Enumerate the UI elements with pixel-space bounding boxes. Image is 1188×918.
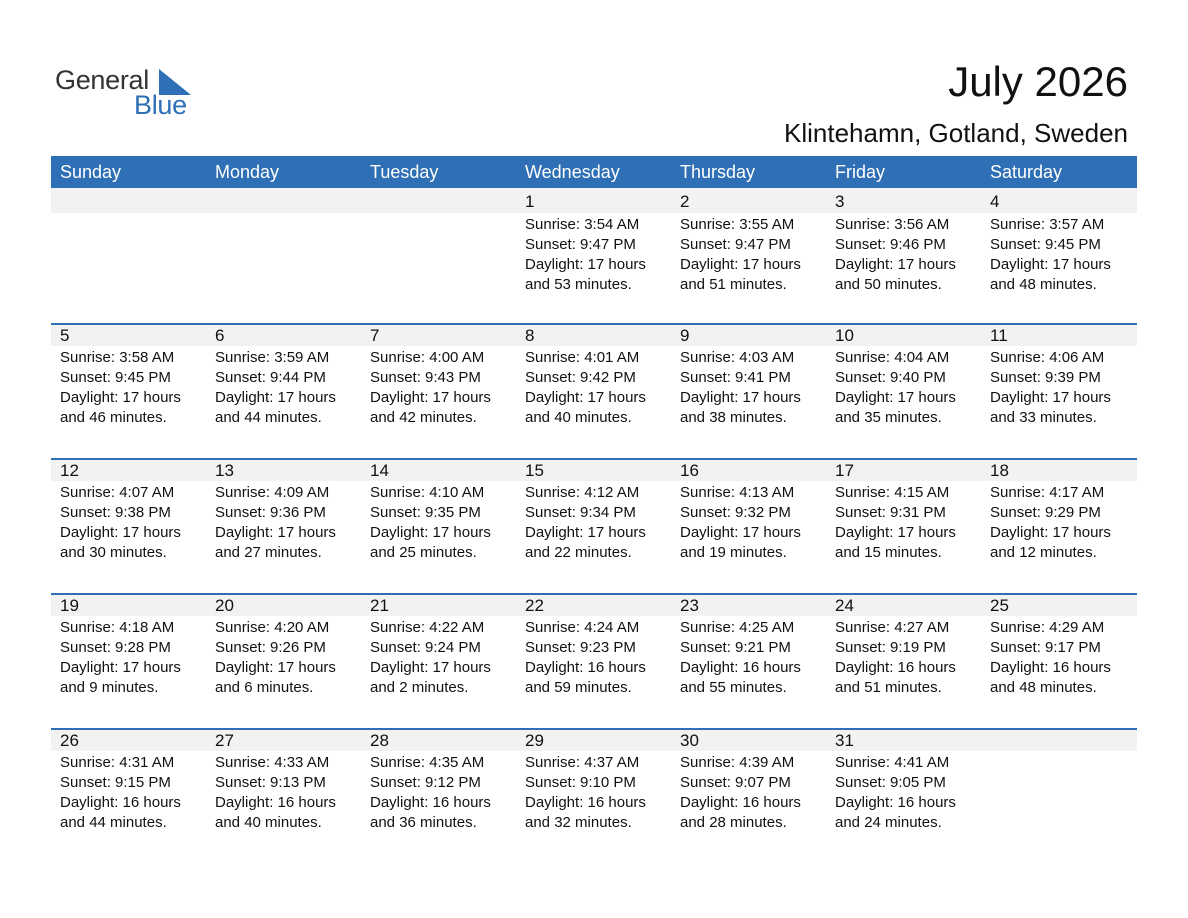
daylight-text: Daylight: 17 hours [990,524,1111,541]
sun-info [835,618,956,698]
daylight-minutes-text: and 30 minutes. [60,544,167,561]
sunset-text: Sunset: 9:31 PM [835,504,946,521]
day-number: 8 [525,326,535,345]
daylight-text: Daylight: 16 hours [60,794,181,811]
day-cell [51,458,206,593]
day-number: 29 [525,731,544,750]
sun-info [525,215,646,295]
day-number: 3 [835,192,845,211]
day-cell [206,323,361,458]
sunset-text: Sunset: 9:12 PM [370,774,481,791]
sun-info [215,348,336,428]
day-cell [361,458,516,593]
day-cell [671,458,826,593]
location-subtitle: Klintehamn, Gotland, Sweden [784,118,1128,148]
day-number: 21 [370,596,389,615]
day-cell [981,323,1137,458]
sun-info [835,753,956,833]
sun-info [370,483,491,563]
sun-info [60,483,181,563]
day-number: 17 [835,461,854,480]
weekday-header-saturday: Saturday [990,162,1063,182]
daylight-minutes-text: and 36 minutes. [370,814,477,831]
sunset-text: Sunset: 9:36 PM [215,504,326,521]
empty-day-cell [981,728,1137,863]
sun-info [990,618,1111,698]
sunset-text: Sunset: 9:40 PM [835,369,946,386]
daylight-text: Daylight: 17 hours [835,256,956,273]
day-cell [826,323,981,458]
sunrise-text: Sunrise: 4:22 AM [370,619,485,636]
day-cell [361,728,516,863]
day-number: 23 [680,596,699,615]
sunrise-text: Sunrise: 3:57 AM [990,216,1105,233]
day-number: 10 [835,326,854,345]
day-cell [671,188,826,323]
day-number: 4 [990,192,1000,211]
sunset-text: Sunset: 9:43 PM [370,369,481,386]
sunrise-text: Sunrise: 4:31 AM [60,754,175,771]
sun-info [835,215,956,295]
day-number: 15 [525,461,544,480]
sunrise-text: Sunrise: 4:27 AM [835,619,950,636]
week-row [51,188,1137,323]
weekday-header-thursday: Thursday [680,162,756,182]
sunset-text: Sunset: 9:38 PM [60,504,171,521]
sunrise-text: Sunrise: 4:29 AM [990,619,1105,636]
sunset-text: Sunset: 9:41 PM [680,369,791,386]
logo-general-text: General [55,65,149,95]
week-row [51,728,1137,863]
sunrise-text: Sunrise: 4:41 AM [835,754,950,771]
sunrise-text: Sunrise: 4:01 AM [525,349,640,366]
sun-info [680,483,801,563]
daylight-minutes-text: and 12 minutes. [990,544,1097,561]
sun-info [525,618,646,698]
day-cell [981,188,1137,323]
day-cell [516,323,671,458]
sunset-text: Sunset: 9:23 PM [525,639,636,656]
day-number: 31 [835,731,854,750]
sunrise-text: Sunrise: 3:54 AM [525,216,640,233]
daylight-minutes-text: and 24 minutes. [835,814,942,831]
day-cell [826,188,981,323]
daylight-minutes-text: and 42 minutes. [370,409,477,426]
sun-info [680,348,801,428]
sunrise-text: Sunrise: 4:24 AM [525,619,640,636]
day-number: 24 [835,596,854,615]
daylight-text: Daylight: 16 hours [680,659,801,676]
daylight-text: Daylight: 17 hours [680,256,801,273]
sunrise-text: Sunrise: 4:00 AM [370,349,485,366]
weekday-header-wednesday: Wednesday [525,162,620,182]
day-number: 28 [370,731,389,750]
sunrise-text: Sunrise: 4:39 AM [680,754,795,771]
daylight-minutes-text: and 27 minutes. [215,544,322,561]
sunset-text: Sunset: 9:45 PM [990,236,1101,253]
sun-info [370,348,491,428]
day-cell [826,593,981,728]
sunrise-text: Sunrise: 4:37 AM [525,754,640,771]
sunset-text: Sunset: 9:45 PM [60,369,171,386]
day-cell [361,593,516,728]
day-cell [516,188,671,323]
sunset-text: Sunset: 9:39 PM [990,369,1101,386]
sunrise-text: Sunrise: 3:59 AM [215,349,330,366]
day-cell [826,728,981,863]
day-cell [516,728,671,863]
daylight-text: Daylight: 17 hours [835,524,956,541]
daylight-text: Daylight: 17 hours [215,389,336,406]
sun-info [990,215,1111,295]
sunrise-text: Sunrise: 4:13 AM [680,484,795,501]
week-row [51,593,1137,728]
day-cell [671,728,826,863]
sun-info [370,753,491,833]
day-cell [206,593,361,728]
empty-day-cell [51,188,206,323]
day-number: 1 [525,192,535,211]
logo-blue-text: Blue [134,90,187,120]
sun-info [215,753,336,833]
daylight-minutes-text: and 32 minutes. [525,814,632,831]
page-title: July 2026 [948,58,1128,105]
sunrise-text: Sunrise: 4:06 AM [990,349,1105,366]
sunrise-text: Sunrise: 4:12 AM [525,484,640,501]
sunrise-text: Sunrise: 4:33 AM [215,754,330,771]
day-cell [516,458,671,593]
sunrise-text: Sunrise: 4:15 AM [835,484,950,501]
daylight-text: Daylight: 17 hours [370,524,491,541]
sunrise-text: Sunrise: 3:56 AM [835,216,950,233]
daylight-text: Daylight: 16 hours [835,659,956,676]
daylight-text: Daylight: 17 hours [680,524,801,541]
daylight-minutes-text: and 40 minutes. [525,409,632,426]
week-row [51,323,1137,458]
daylight-text: Daylight: 17 hours [370,389,491,406]
sunrise-text: Sunrise: 4:25 AM [680,619,795,636]
daylight-text: Daylight: 17 hours [370,659,491,676]
daylight-text: Daylight: 17 hours [680,389,801,406]
daylight-text: Daylight: 16 hours [835,794,956,811]
sunset-text: Sunset: 9:47 PM [525,236,636,253]
sunset-text: Sunset: 9:10 PM [525,774,636,791]
day-number: 5 [60,326,70,345]
sun-info [370,618,491,698]
daylight-minutes-text: and 51 minutes. [680,276,787,293]
daylight-text: Daylight: 16 hours [525,794,646,811]
daylight-text: Daylight: 16 hours [370,794,491,811]
day-cell [516,593,671,728]
daylight-minutes-text: and 44 minutes. [215,409,322,426]
sun-info [60,753,181,833]
daylight-minutes-text: and 53 minutes. [525,276,632,293]
daylight-minutes-text: and 19 minutes. [680,544,787,561]
daylight-minutes-text: and 48 minutes. [990,679,1097,696]
day-number: 30 [680,731,699,750]
sunset-text: Sunset: 9:26 PM [215,639,326,656]
daylight-text: Daylight: 17 hours [990,389,1111,406]
day-number: 13 [215,461,234,480]
sunset-text: Sunset: 9:42 PM [525,369,636,386]
day-number: 26 [60,731,79,750]
sunset-text: Sunset: 9:32 PM [680,504,791,521]
weekday-header [51,156,1137,188]
day-number: 22 [525,596,544,615]
daylight-text: Daylight: 17 hours [60,389,181,406]
sunrise-text: Sunrise: 4:17 AM [990,484,1105,501]
daylight-minutes-text: and 51 minutes. [835,679,942,696]
sunset-text: Sunset: 9:47 PM [680,236,791,253]
week-row [51,458,1137,593]
calendar-weeks [51,188,1137,863]
weekday-header-sunday: Sunday [60,162,122,182]
day-cell [206,728,361,863]
daylight-minutes-text: and 2 minutes. [370,679,469,696]
day-cell [826,458,981,593]
sun-info [835,348,956,428]
daylight-minutes-text: and 50 minutes. [835,276,942,293]
day-number: 6 [215,326,225,345]
daylight-minutes-text: and 25 minutes. [370,544,477,561]
sunset-text: Sunset: 9:35 PM [370,504,481,521]
sunset-text: Sunset: 9:19 PM [835,639,946,656]
sunset-text: Sunset: 9:28 PM [60,639,171,656]
day-number: 12 [60,461,79,480]
sunrise-text: Sunrise: 4:20 AM [215,619,330,636]
daylight-minutes-text: and 33 minutes. [990,409,1097,426]
sunset-text: Sunset: 9:13 PM [215,774,326,791]
sun-info [680,618,801,698]
day-cell [671,323,826,458]
day-number: 11 [990,326,1008,345]
sunrise-text: Sunrise: 4:07 AM [60,484,175,501]
day-number: 9 [680,326,690,345]
sunset-text: Sunset: 9:17 PM [990,639,1101,656]
daylight-minutes-text: and 22 minutes. [525,544,632,561]
sun-info [990,348,1111,428]
daylight-text: Daylight: 16 hours [680,794,801,811]
daylight-minutes-text: and 35 minutes. [835,409,942,426]
sun-info [525,348,646,428]
sunset-text: Sunset: 9:05 PM [835,774,946,791]
daylight-minutes-text: and 40 minutes. [215,814,322,831]
daylight-minutes-text: and 55 minutes. [680,679,787,696]
day-number: 19 [60,596,79,615]
sunset-text: Sunset: 9:24 PM [370,639,481,656]
sun-info [60,348,181,428]
daylight-text: Daylight: 17 hours [60,524,181,541]
sun-info [525,483,646,563]
daylight-minutes-text: and 46 minutes. [60,409,167,426]
sun-info [60,618,181,698]
sunrise-text: Sunrise: 3:58 AM [60,349,175,366]
empty-day-cell [361,188,516,323]
sun-info [215,483,336,563]
day-number: 18 [990,461,1009,480]
daylight-text: Daylight: 17 hours [525,524,646,541]
daylight-minutes-text: and 59 minutes. [525,679,632,696]
daylight-minutes-text: and 9 minutes. [60,679,159,696]
day-cell [51,323,206,458]
day-cell [361,323,516,458]
daylight-text: Daylight: 16 hours [215,794,336,811]
day-cell [981,458,1137,593]
day-cell [51,593,206,728]
sun-info [680,215,801,295]
day-number: 25 [990,596,1009,615]
daylight-minutes-text: and 38 minutes. [680,409,787,426]
sunrise-text: Sunrise: 3:55 AM [680,216,795,233]
empty-day-cell [206,188,361,323]
daylight-text: Daylight: 17 hours [525,389,646,406]
day-cell [671,593,826,728]
daylight-minutes-text: and 15 minutes. [835,544,942,561]
day-cell [981,593,1137,728]
sunset-text: Sunset: 9:15 PM [60,774,171,791]
daylight-text: Daylight: 17 hours [60,659,181,676]
daylight-minutes-text: and 6 minutes. [215,679,314,696]
day-number: 2 [680,192,690,211]
daylight-text: Daylight: 17 hours [525,256,646,273]
sunrise-text: Sunrise: 4:18 AM [60,619,175,636]
sunrise-text: Sunrise: 4:09 AM [215,484,330,501]
sunrise-text: Sunrise: 4:03 AM [680,349,795,366]
sun-info [990,483,1111,563]
day-number: 20 [215,596,234,615]
day-number: 7 [370,326,380,345]
day-number: 16 [680,461,699,480]
daylight-text: Daylight: 17 hours [215,524,336,541]
day-number: 27 [215,731,234,750]
sunrise-text: Sunrise: 4:10 AM [370,484,485,501]
daylight-minutes-text: and 44 minutes. [60,814,167,831]
weekday-header-monday: Monday [215,162,280,182]
sunset-text: Sunset: 9:44 PM [215,369,326,386]
daylight-text: Daylight: 17 hours [835,389,956,406]
sunset-text: Sunset: 9:29 PM [990,504,1101,521]
sun-info [835,483,956,563]
generalblue-logo [55,64,205,124]
day-cell [51,728,206,863]
sunset-text: Sunset: 9:07 PM [680,774,791,791]
sunrise-text: Sunrise: 4:35 AM [370,754,485,771]
daylight-minutes-text: and 48 minutes. [990,276,1097,293]
sun-info [680,753,801,833]
sunset-text: Sunset: 9:46 PM [835,236,946,253]
weekday-header-tuesday: Tuesday [370,162,439,182]
calendar-grid [51,156,1137,863]
weekday-header-friday: Friday [835,162,886,182]
day-number: 14 [370,461,389,480]
sunset-text: Sunset: 9:34 PM [525,504,636,521]
daylight-text: Daylight: 17 hours [215,659,336,676]
daylight-text: Daylight: 17 hours [990,256,1111,273]
day-cell [206,458,361,593]
sunset-text: Sunset: 9:21 PM [680,639,791,656]
sun-info [525,753,646,833]
sunrise-text: Sunrise: 4:04 AM [835,349,950,366]
daylight-text: Daylight: 16 hours [990,659,1111,676]
sun-info [215,618,336,698]
daylight-text: Daylight: 16 hours [525,659,646,676]
daylight-minutes-text: and 28 minutes. [680,814,787,831]
